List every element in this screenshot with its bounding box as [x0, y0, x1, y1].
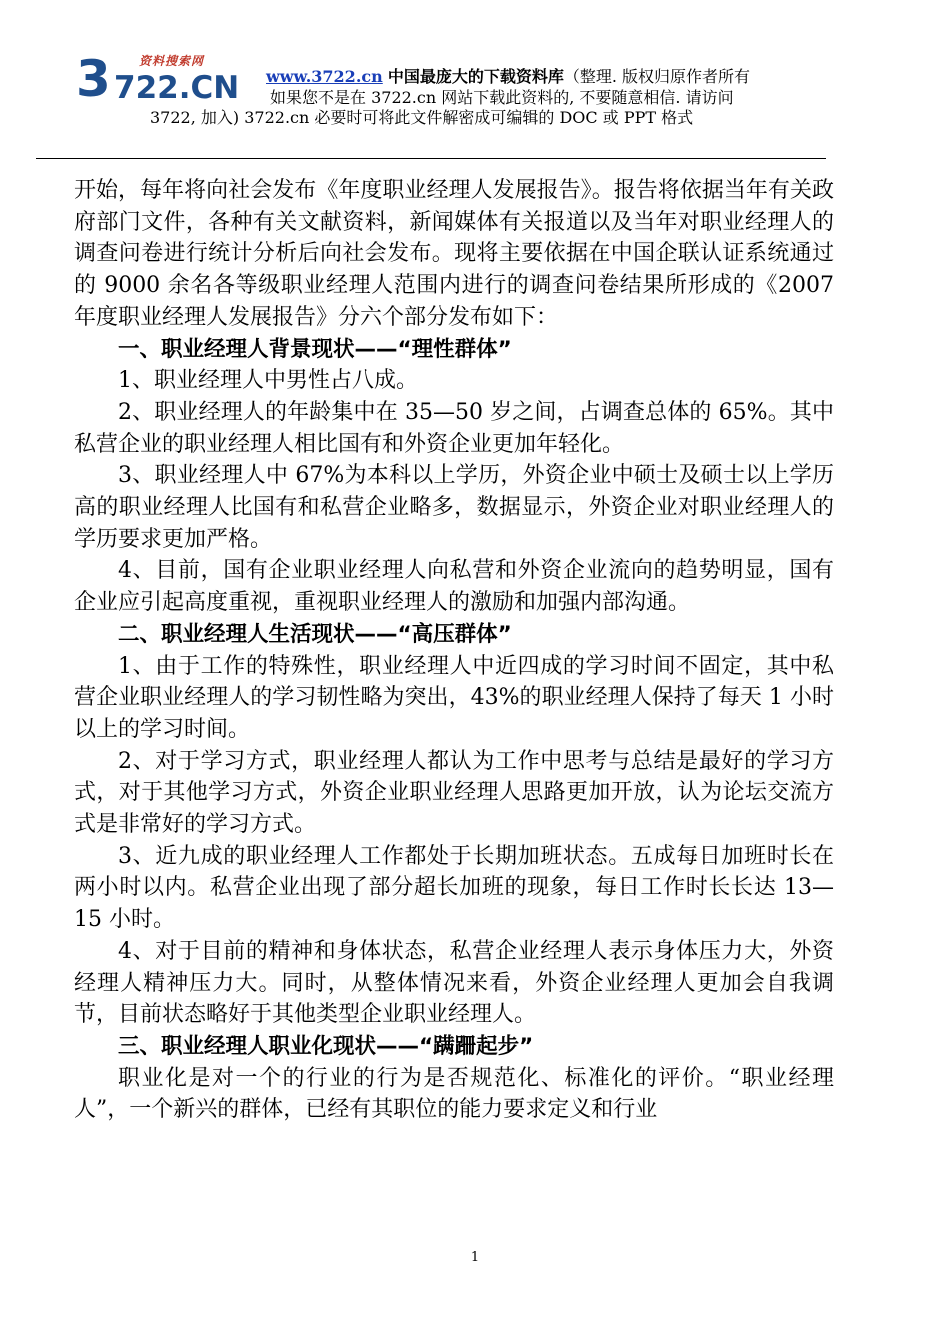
- logo-text: 722.CN: [114, 70, 240, 106]
- header-line-2: 如果您不是在 3722.cn 网站下载此资料的, 不要随意相信. 请访问: [270, 88, 734, 107]
- header-line-1: [266, 67, 750, 87]
- page-number: 1: [470, 1250, 480, 1265]
- section-heading-2: 二、职业经理人生活现状——“高压群体”: [118, 621, 512, 647]
- site-logo[interactable]: [76, 52, 266, 110]
- header-line-3: 3722, 加入) 3722.cn 必要时可将此文件解密成可编辑的 DOC 或 PPT 格式: [150, 108, 694, 127]
- paragraph: 1、由于工作的特殊性，职业经理人中近四成的学习时间不固定，其中私营企业职业经理人的学习韧性略为突出，43%的职业经理人保持了每天 1 小时以上的学习时间。: [74, 653, 834, 742]
- logo-tagline: 资料搜索网: [139, 54, 205, 68]
- header-divider: [36, 158, 826, 159]
- paragraph: 4、对于目前的精神和身体状态，私营企业经理人表示身体压力大，外资经理人精神压力大。同时，从整体情况来看，外资企业经理人更加会自我调节，目前状态略好于其他类型企业职业经理人。: [74, 938, 834, 1028]
- paragraph: 4、目前，国有企业职业经理人向私营和外资企业流向的趋势明显，国有企业应引起高度重视，重视职业经理人的激励和加强内部沟通。: [74, 558, 834, 616]
- paragraph: 职业化是对一个的行业的行为是否规范化、标准化的评价。“职业经理人”，一个新兴的群体，已经有其职位的能力要求定义和行业: [74, 1065, 834, 1123]
- logo-digit: 3: [76, 50, 111, 108]
- paragraph: 1、职业经理人中男性占八成。: [118, 368, 418, 394]
- header-slogan: 中国最庞大的下载资料库: [387, 67, 564, 86]
- paragraph-intro: 开始，每年将向社会发布《年度职业经理人发展报告》。报告将依据当年有关政府部门文件，各种有关文献资料，新闻媒体有关报道以及当年对职业经理人的调查问卷进行统计分析后向社会发布。现将主要依据在中国企联认证系统通过的 9000 余名各等级职业经理人范围内进行的调查问卷结果所形成的《2007 年度职业经理人发展报告》分六个部分发布如下：: [74, 178, 834, 330]
- site-link[interactable]: www.3722.cn: [266, 67, 383, 86]
- paragraph: 3、近九成的职业经理人工作都处于长期加班状态。五成每日加班时长在两小时以内。私营企业出现了部分超长加班的现象，每日工作时长长达 13—15 小时。: [74, 843, 834, 933]
- header-copyright: （整理. 版权归原作者所有: [563, 67, 751, 86]
- section-heading-1: 一、职业经理人背景现状——“理性群体”: [118, 336, 512, 362]
- paragraph: 2、职业经理人的年龄集中在 35—50 岁之间，占调查总体的 65%。其中私营企业的职业经理人相比国有和外资企业更加年轻化。: [74, 399, 834, 457]
- section-heading-3: 三、职业经理人职业化现状——“蹒跚起步”: [118, 1033, 534, 1059]
- document-body: [74, 175, 834, 1126]
- paragraph: 2、对于学习方式，职业经理人都认为工作中思考与总结是最好的学习方式，对于其他学习方式，外资企业职业经理人思路更加开放，认为论坛交流方式是非常好的学习方式。: [74, 748, 834, 838]
- paragraph: 3、职业经理人中 67%为本科以上学历，外资企业中硕士及硕士以上学历高的职业经理人比国有和私营企业略多，数据显示，外资企业对职业经理人的学历要求更加严格。: [74, 463, 834, 552]
